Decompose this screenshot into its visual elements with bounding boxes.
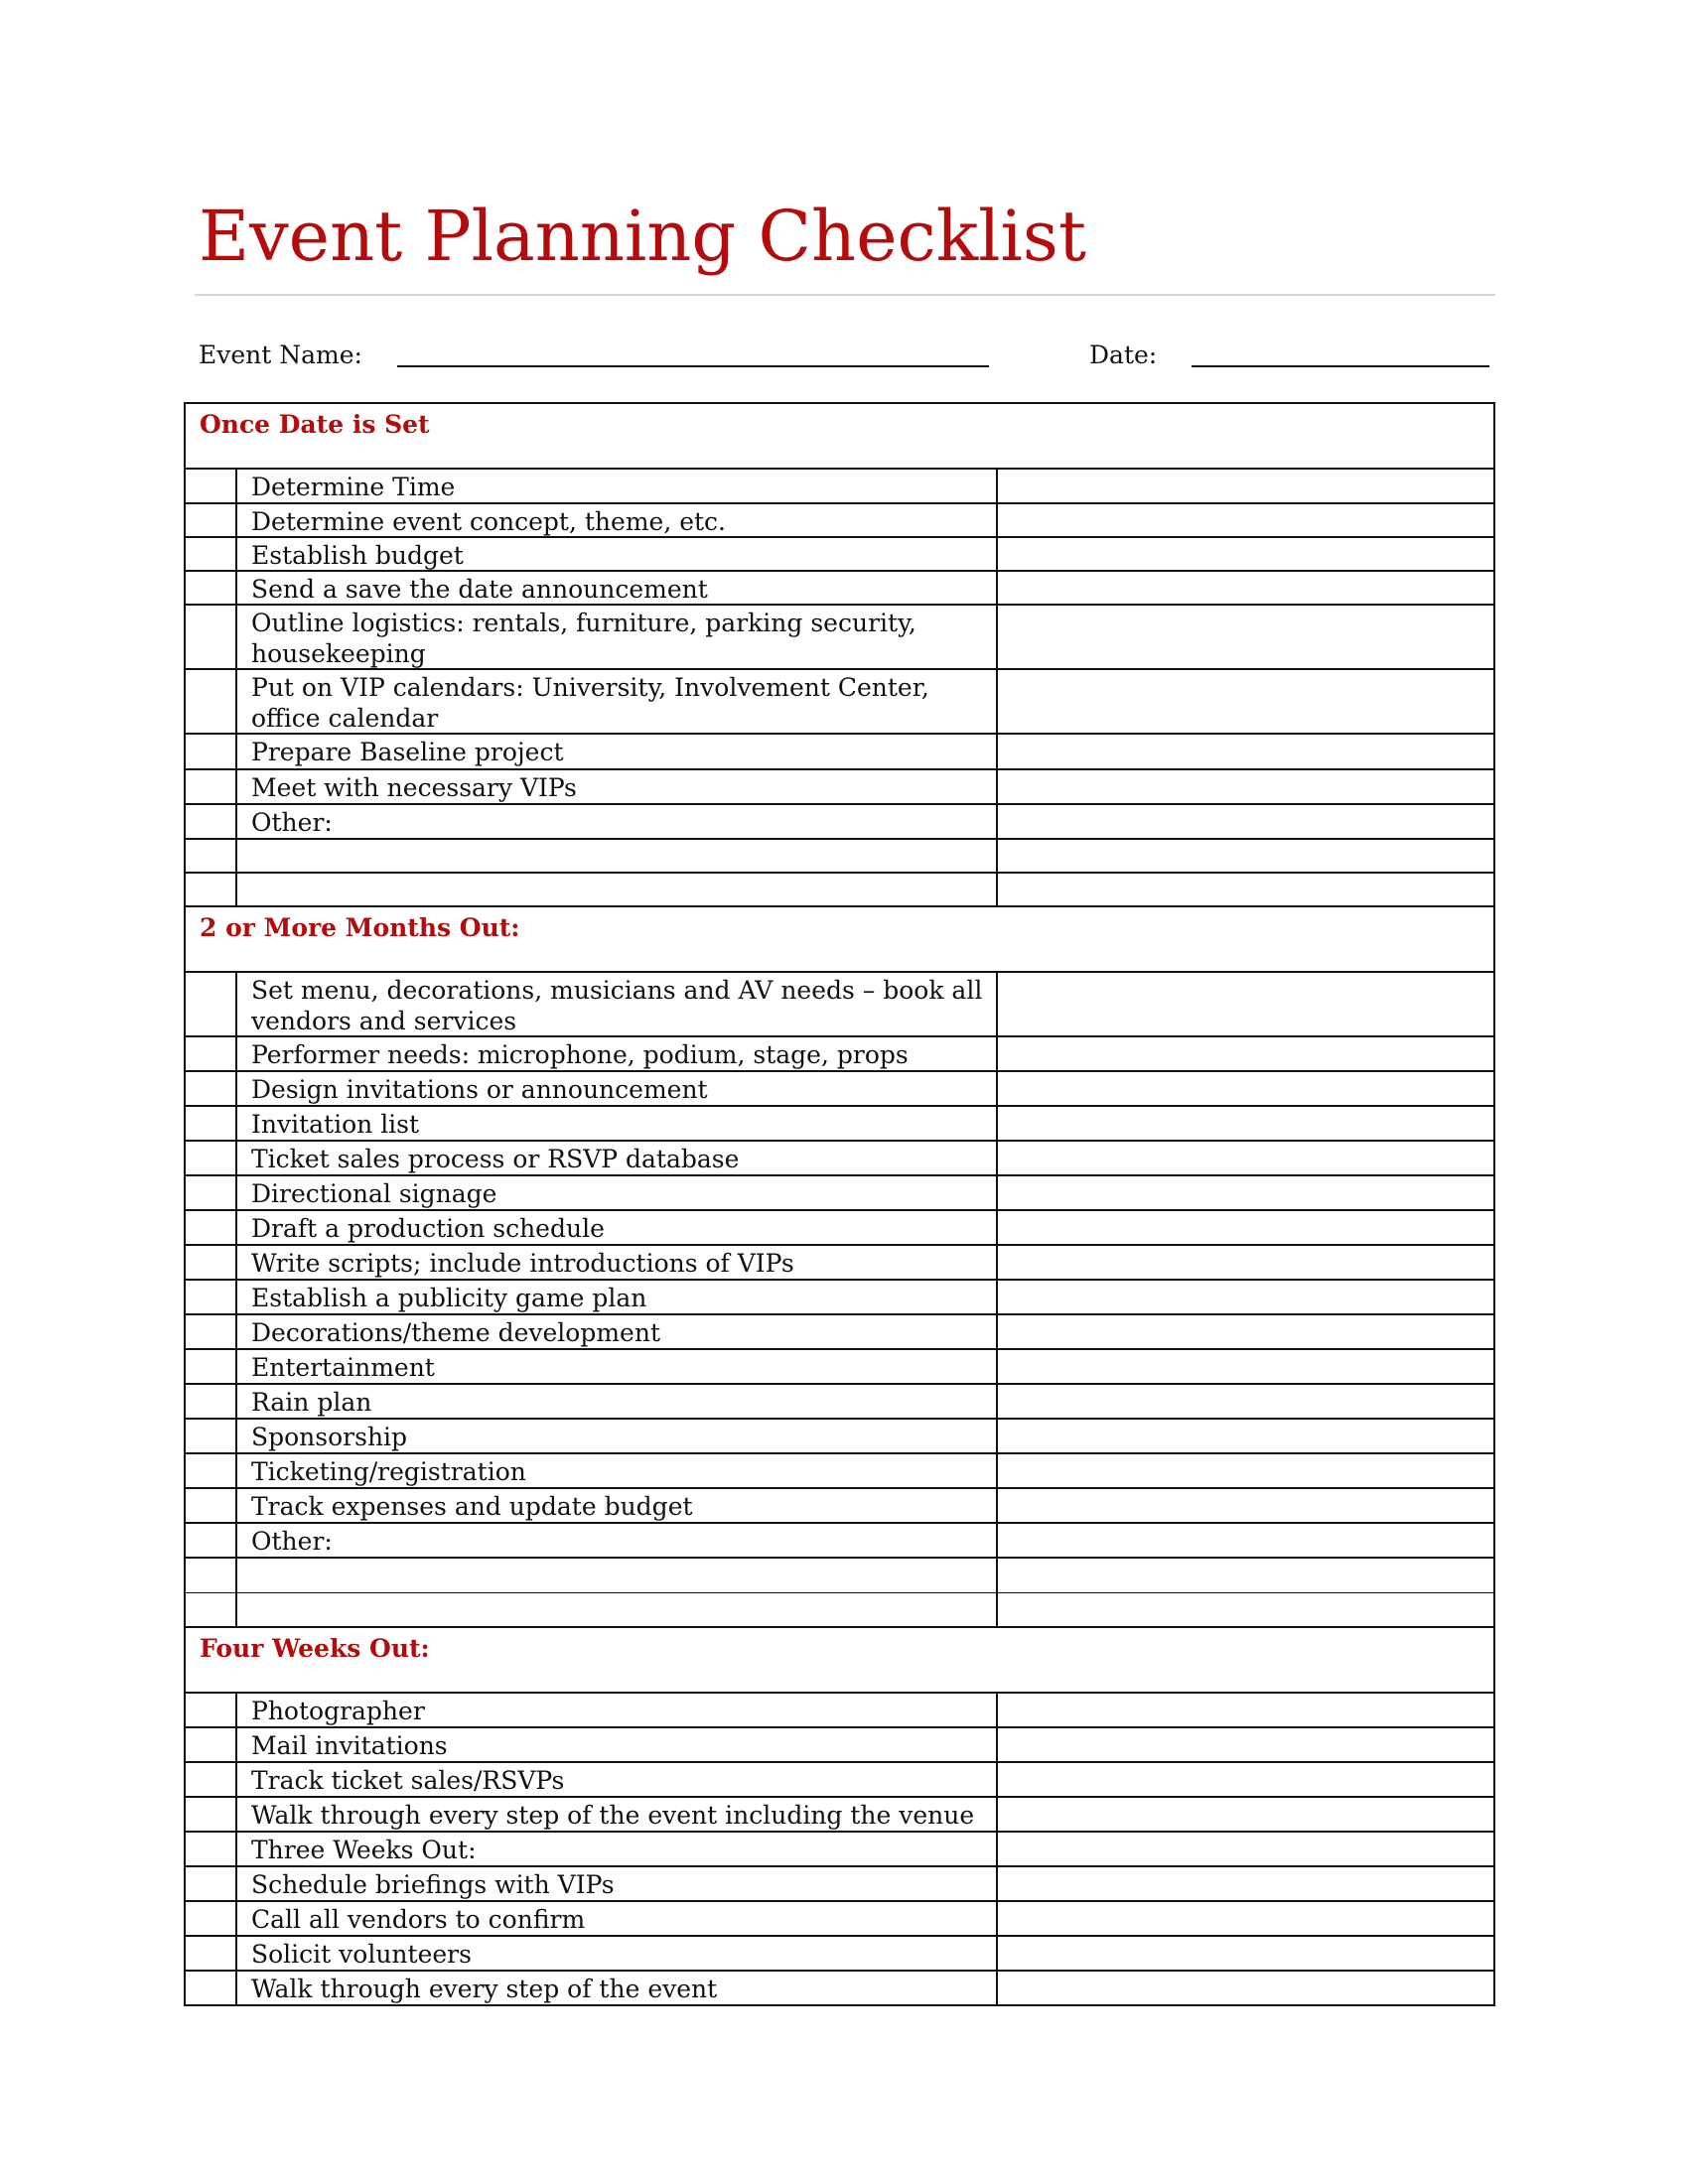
title-divider bbox=[195, 294, 1495, 296]
checkbox-cell[interactable] bbox=[186, 1593, 237, 1627]
checkbox-cell[interactable] bbox=[186, 1833, 237, 1865]
checklist-row bbox=[186, 1593, 1493, 1628]
checklist-row bbox=[186, 1107, 1493, 1142]
checklist-row bbox=[186, 1350, 1493, 1385]
task-text: Invitation list bbox=[237, 1107, 998, 1140]
checklist-row bbox=[186, 1176, 1493, 1211]
section-heading: Once Date is Set bbox=[186, 404, 1493, 470]
notes-cell[interactable] bbox=[998, 840, 1493, 872]
checkbox-cell[interactable] bbox=[186, 1142, 237, 1174]
checkbox-cell[interactable] bbox=[186, 1902, 237, 1935]
checklist-row bbox=[186, 1867, 1493, 1902]
checklist-row bbox=[186, 770, 1493, 805]
checkbox-cell[interactable] bbox=[186, 1867, 237, 1900]
checkbox-cell[interactable] bbox=[186, 805, 237, 838]
notes-cell[interactable] bbox=[998, 1524, 1493, 1557]
notes-cell[interactable] bbox=[998, 1420, 1493, 1452]
notes-cell[interactable] bbox=[998, 1489, 1493, 1522]
task-text: Track expenses and update budget bbox=[237, 1489, 998, 1522]
notes-cell[interactable] bbox=[998, 770, 1493, 803]
checklist-row bbox=[186, 1211, 1493, 1246]
task-text: Entertainment bbox=[237, 1350, 998, 1383]
date-field[interactable] bbox=[1192, 365, 1489, 367]
checklist-row bbox=[186, 805, 1493, 840]
notes-cell[interactable] bbox=[998, 1593, 1493, 1627]
notes-cell[interactable] bbox=[998, 1385, 1493, 1418]
notes-cell[interactable] bbox=[998, 1176, 1493, 1209]
task-text: Schedule briefings with VIPs bbox=[237, 1867, 998, 1900]
event-name-field[interactable] bbox=[397, 365, 989, 367]
checklist-row bbox=[186, 973, 1493, 1037]
checkbox-cell[interactable] bbox=[186, 1176, 237, 1209]
checkbox-cell[interactable] bbox=[186, 874, 237, 905]
task-text: Ticketing/registration bbox=[237, 1454, 998, 1487]
task-text: Other: bbox=[237, 1524, 998, 1557]
task-text: Directional signage bbox=[237, 1176, 998, 1209]
section-four-weeks-out bbox=[184, 1626, 1495, 2006]
notes-cell[interactable] bbox=[998, 1559, 1493, 1592]
checkbox-cell[interactable] bbox=[186, 1524, 237, 1557]
checkbox-cell[interactable] bbox=[186, 538, 237, 570]
notes-cell[interactable] bbox=[998, 572, 1493, 604]
notes-cell[interactable] bbox=[998, 1763, 1493, 1796]
checkbox-cell[interactable] bbox=[186, 1350, 237, 1383]
checklist-row bbox=[186, 470, 1493, 504]
checkbox-cell[interactable] bbox=[186, 1385, 237, 1418]
checkbox-cell[interactable] bbox=[186, 770, 237, 803]
checklist-row bbox=[186, 1728, 1493, 1763]
task-text bbox=[237, 1593, 998, 1627]
notes-cell[interactable] bbox=[998, 874, 1493, 905]
task-text: Walk through every step of the event bbox=[237, 1972, 998, 2004]
checklist-row bbox=[186, 1833, 1493, 1867]
checklist-row bbox=[186, 1142, 1493, 1176]
notes-cell[interactable] bbox=[998, 670, 1493, 733]
notes-cell[interactable] bbox=[998, 1902, 1493, 1935]
checklist-row bbox=[186, 1072, 1493, 1107]
checkbox-cell[interactable] bbox=[186, 1559, 237, 1592]
checkbox-cell[interactable] bbox=[186, 606, 237, 668]
notes-cell[interactable] bbox=[998, 735, 1493, 768]
task-text: Prepare Baseline project bbox=[237, 735, 998, 768]
checklist-row bbox=[186, 840, 1493, 874]
task-text: Write scripts; include introductions of VIPs bbox=[237, 1246, 998, 1279]
task-text: Set menu, decorations, musicians and AV needs – book all vendors and services bbox=[237, 973, 998, 1035]
checklist-row bbox=[186, 735, 1493, 770]
task-text: Design invitations or announcement bbox=[237, 1072, 998, 1105]
notes-cell[interactable] bbox=[998, 1694, 1493, 1726]
checklist-row bbox=[186, 1694, 1493, 1728]
task-text: Decorations/theme development bbox=[237, 1315, 998, 1348]
notes-cell[interactable] bbox=[998, 1728, 1493, 1761]
task-text: Sponsorship bbox=[237, 1420, 998, 1452]
task-text: Solicit volunteers bbox=[237, 1937, 998, 1970]
checkbox-cell[interactable] bbox=[186, 1454, 237, 1487]
checkbox-cell[interactable] bbox=[186, 1694, 237, 1726]
notes-cell[interactable] bbox=[998, 1937, 1493, 1970]
checkbox-cell[interactable] bbox=[186, 1246, 237, 1279]
task-text: Draft a production schedule bbox=[237, 1211, 998, 1244]
checklist-row bbox=[186, 1281, 1493, 1315]
checkbox-cell[interactable] bbox=[186, 504, 237, 536]
task-text: Track ticket sales/RSVPs bbox=[237, 1763, 998, 1796]
event-name-label: Event Name: bbox=[199, 341, 362, 369]
checklist-row bbox=[186, 1385, 1493, 1420]
checklist-row bbox=[186, 1524, 1493, 1559]
task-text bbox=[237, 874, 998, 905]
task-text: Three Weeks Out: bbox=[237, 1833, 998, 1865]
notes-cell[interactable] bbox=[998, 1833, 1493, 1865]
notes-cell[interactable] bbox=[998, 470, 1493, 502]
checklist-row bbox=[186, 1489, 1493, 1524]
checklist-row bbox=[186, 1937, 1493, 1972]
checklist-row bbox=[186, 1454, 1493, 1489]
checklist-row bbox=[186, 1972, 1493, 2006]
task-text: Determine Time bbox=[237, 470, 998, 502]
checkbox-cell[interactable] bbox=[186, 1972, 237, 2004]
notes-cell[interactable] bbox=[998, 1867, 1493, 1900]
notes-cell[interactable] bbox=[998, 1142, 1493, 1174]
checkbox-cell[interactable] bbox=[186, 470, 237, 502]
task-text: Rain plan bbox=[237, 1385, 998, 1418]
checkbox-cell[interactable] bbox=[186, 1763, 237, 1796]
checkbox-cell[interactable] bbox=[186, 1037, 237, 1070]
checkbox-cell[interactable] bbox=[186, 1107, 237, 1140]
notes-cell[interactable] bbox=[998, 1350, 1493, 1383]
checklist-row bbox=[186, 1420, 1493, 1454]
notes-cell[interactable] bbox=[998, 1972, 1493, 2004]
checklist-row bbox=[186, 1902, 1493, 1937]
task-text: Meet with necessary VIPs bbox=[237, 770, 998, 803]
checkbox-cell[interactable] bbox=[186, 840, 237, 872]
notes-cell[interactable] bbox=[998, 1798, 1493, 1831]
task-text: Walk through every step of the event including the venue bbox=[237, 1798, 998, 1831]
section-heading: 2 or More Months Out: bbox=[186, 907, 1493, 973]
notes-cell[interactable] bbox=[998, 1315, 1493, 1348]
page-title: Event Planning Checklist bbox=[199, 196, 1086, 277]
section-once-date-is-set bbox=[184, 402, 1495, 907]
date-label: Date: bbox=[1089, 341, 1158, 369]
notes-cell[interactable] bbox=[998, 1454, 1493, 1487]
task-text: Other: bbox=[237, 805, 998, 838]
task-text: Send a save the date announcement bbox=[237, 572, 998, 604]
notes-cell[interactable] bbox=[998, 973, 1493, 1035]
notes-cell[interactable] bbox=[998, 606, 1493, 668]
task-text: Outline logistics: rentals, furniture, parking security, housekeeping bbox=[237, 606, 998, 668]
task-text: Establish a publicity game plan bbox=[237, 1281, 998, 1313]
checklist-row bbox=[186, 1246, 1493, 1281]
checklist-row bbox=[186, 1798, 1493, 1833]
task-text bbox=[237, 1559, 998, 1592]
notes-cell[interactable] bbox=[998, 1107, 1493, 1140]
task-text: Call all vendors to confirm bbox=[237, 1902, 998, 1935]
notes-cell[interactable] bbox=[998, 805, 1493, 838]
checkbox-cell[interactable] bbox=[186, 1489, 237, 1522]
checkbox-cell[interactable] bbox=[186, 973, 237, 1035]
task-text: Put on VIP calendars: University, Involvement Center, office calendar bbox=[237, 670, 998, 733]
task-text: Establish budget bbox=[237, 538, 998, 570]
notes-cell[interactable] bbox=[998, 1037, 1493, 1070]
checkbox-cell[interactable] bbox=[186, 670, 237, 733]
notes-cell[interactable] bbox=[998, 1211, 1493, 1244]
checkbox-cell[interactable] bbox=[186, 1072, 237, 1105]
checklist-row bbox=[186, 1315, 1493, 1350]
task-text: Determine event concept, theme, etc. bbox=[237, 504, 998, 536]
checkbox-cell[interactable] bbox=[186, 1728, 237, 1761]
checklist-row bbox=[186, 1763, 1493, 1798]
checkbox-cell[interactable] bbox=[186, 1315, 237, 1348]
task-text: Photographer bbox=[237, 1694, 998, 1726]
checklist-row bbox=[186, 1559, 1493, 1593]
task-text: Mail invitations bbox=[237, 1728, 998, 1761]
checkbox-cell[interactable] bbox=[186, 1420, 237, 1452]
notes-cell[interactable] bbox=[998, 1072, 1493, 1105]
notes-cell[interactable] bbox=[998, 1281, 1493, 1313]
task-text: Ticket sales process or RSVP database bbox=[237, 1142, 998, 1174]
checklist-row bbox=[186, 538, 1493, 572]
checkbox-cell[interactable] bbox=[186, 1937, 237, 1970]
checklist-row bbox=[186, 572, 1493, 606]
task-text bbox=[237, 840, 998, 872]
task-text: Performer needs: microphone, podium, stage, props bbox=[237, 1037, 998, 1070]
checklist-row bbox=[186, 1037, 1493, 1072]
notes-cell[interactable] bbox=[998, 1246, 1493, 1279]
notes-cell[interactable] bbox=[998, 504, 1493, 536]
checklist-row bbox=[186, 504, 1493, 538]
section-heading: Four Weeks Out: bbox=[186, 1628, 1493, 1694]
checkbox-cell[interactable] bbox=[186, 572, 237, 604]
checkbox-cell[interactable] bbox=[186, 1281, 237, 1313]
checklist-row bbox=[186, 606, 1493, 670]
checkbox-cell[interactable] bbox=[186, 1211, 237, 1244]
checklist-row bbox=[186, 670, 1493, 735]
checkbox-cell[interactable] bbox=[186, 1798, 237, 1831]
notes-cell[interactable] bbox=[998, 538, 1493, 570]
section-two-months-out bbox=[184, 905, 1495, 1628]
checkbox-cell[interactable] bbox=[186, 735, 237, 768]
checklist-row bbox=[186, 874, 1493, 907]
